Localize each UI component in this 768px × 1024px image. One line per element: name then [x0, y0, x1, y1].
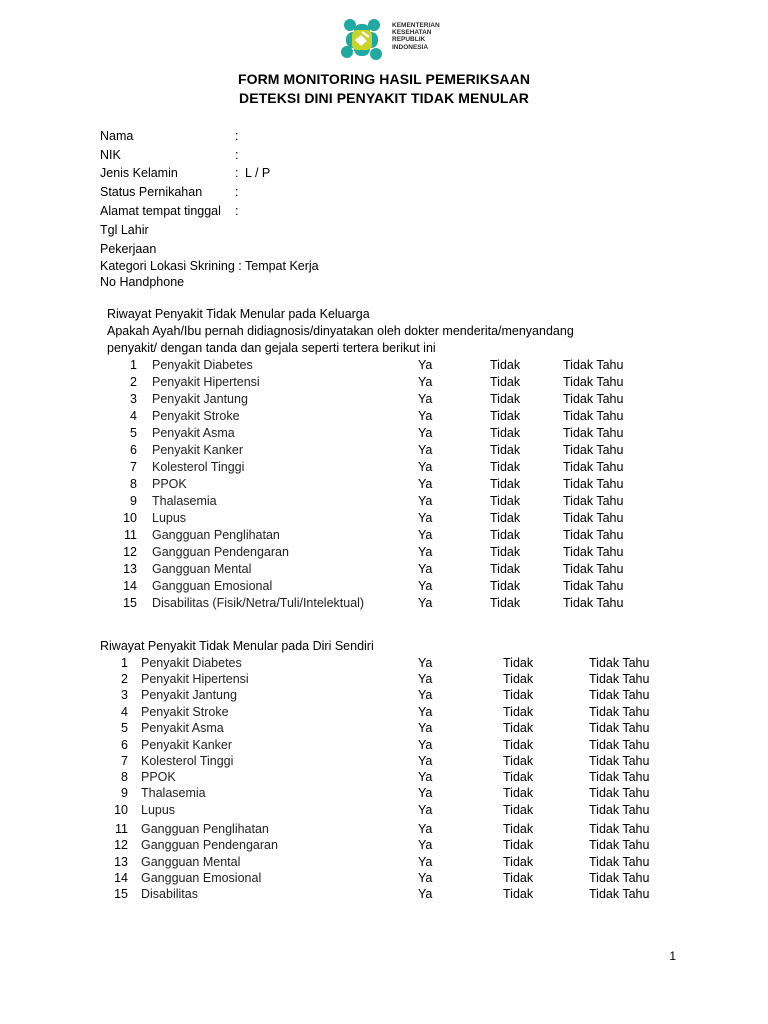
option-tidak[interactable]: Tidak — [490, 392, 521, 406]
option-ya[interactable]: Ya — [418, 838, 433, 852]
row-number: 9 — [121, 786, 128, 800]
logo-wordmark — [392, 22, 462, 51]
option-tidak[interactable]: Tidak — [490, 545, 521, 559]
disease-name: Penyakit Hipertensi — [141, 672, 249, 686]
option-tidak[interactable]: Tidak — [503, 786, 534, 800]
option-tidak[interactable]: Tidak — [503, 688, 534, 702]
disease-name: Gangguan Emosional — [152, 579, 273, 593]
option-tidak[interactable]: Tidak — [490, 494, 521, 508]
option-tidak-tahu[interactable]: Tidak Tahu — [563, 562, 624, 576]
field-colon: : — [235, 166, 239, 180]
field-label: No Handphone — [100, 275, 185, 289]
option-tidak-tahu[interactable]: Tidak Tahu — [563, 392, 624, 406]
option-ya[interactable]: Ya — [418, 426, 433, 440]
option-ya[interactable]: Ya — [418, 871, 433, 885]
row-number: 8 — [121, 770, 128, 784]
option-ya[interactable]: Ya — [418, 688, 433, 702]
row-number: 2 — [130, 375, 137, 389]
option-tidak[interactable]: Tidak — [503, 754, 534, 768]
option-tidak-tahu[interactable]: Tidak Tahu — [589, 754, 650, 768]
option-tidak[interactable]: Tidak — [503, 738, 534, 752]
row-number: 10 — [123, 511, 137, 525]
logo-line: REPUBLIK — [392, 36, 426, 44]
disease-name: Penyakit Jantung — [152, 392, 248, 406]
row-number: 5 — [121, 721, 128, 735]
option-tidak[interactable]: Tidak — [503, 838, 534, 852]
row-number: 6 — [121, 738, 128, 752]
disease-name: Penyakit Kanker — [152, 443, 244, 457]
option-tidak-tahu[interactable]: Tidak Tahu — [589, 688, 650, 702]
row-number: 1 — [130, 358, 137, 372]
option-tidak[interactable]: Tidak — [503, 656, 534, 670]
option-ya[interactable]: Ya — [418, 822, 433, 836]
option-ya[interactable]: Ya — [418, 596, 433, 610]
option-ya[interactable]: Ya — [418, 511, 433, 525]
option-tidak[interactable]: Tidak — [490, 443, 521, 457]
form-title-line1: FORM MONITORING HASIL PEMERIKSAAN — [237, 71, 531, 87]
option-ya[interactable]: Ya — [418, 887, 433, 901]
field-label: Nama — [100, 129, 134, 143]
option-tidak[interactable]: Tidak — [490, 511, 521, 525]
family-question-line2: penyakit/ dengan tanda dan gejala seperti tertera berikut ini — [107, 341, 436, 355]
option-ya[interactable]: Ya — [418, 721, 433, 735]
kemenkes-logo — [336, 14, 456, 66]
row-number: 3 — [130, 392, 137, 406]
option-tidak-tahu[interactable]: Tidak Tahu — [563, 443, 624, 457]
row-number: 7 — [121, 754, 128, 768]
option-ya[interactable]: Ya — [418, 855, 433, 869]
option-tidak[interactable]: Tidak — [503, 803, 534, 817]
disease-name: Penyakit Kanker — [141, 738, 233, 752]
option-tidak-tahu[interactable]: Tidak Tahu — [563, 596, 624, 610]
field-label: Alamat tempat tinggal — [100, 204, 221, 218]
disease-name: Penyakit Stroke — [152, 409, 240, 423]
row-number: 4 — [121, 705, 128, 719]
row-number: 13 — [123, 562, 137, 576]
option-tidak-tahu[interactable]: Tidak Tahu — [589, 838, 650, 852]
option-tidak[interactable]: Tidak — [503, 887, 534, 901]
field-label: Status Pernikahan — [100, 185, 203, 199]
form-title-line2: DETEKSI DINI PENYAKIT TIDAK MENULAR — [238, 90, 529, 106]
option-tidak-tahu[interactable]: Tidak Tahu — [563, 579, 624, 593]
row-number: 14 — [123, 579, 137, 593]
option-ya[interactable]: Ya — [418, 656, 433, 670]
option-ya[interactable]: Ya — [418, 460, 433, 474]
disease-name: Gangguan Emosional — [141, 871, 262, 885]
option-tidak[interactable]: Tidak — [503, 770, 534, 784]
disease-name: Disabilitas — [141, 887, 198, 901]
disease-name: Gangguan Mental — [141, 855, 241, 869]
option-tidak[interactable]: Tidak — [490, 477, 521, 491]
option-ya[interactable]: Ya — [418, 803, 433, 817]
disease-name: PPOK — [141, 770, 176, 784]
option-tidak-tahu[interactable]: Tidak Tahu — [589, 705, 650, 719]
option-tidak[interactable]: Tidak — [503, 855, 534, 869]
option-ya[interactable]: Ya — [418, 738, 433, 752]
option-ya[interactable]: Ya — [418, 358, 433, 372]
row-number: 1 — [121, 656, 128, 670]
row-number: 13 — [114, 855, 128, 869]
row-number: 10 — [114, 803, 128, 817]
option-tidak-tahu[interactable]: Tidak Tahu — [589, 871, 650, 885]
option-tidak-tahu[interactable]: Tidak Tahu — [563, 409, 624, 423]
option-ya[interactable]: Ya — [418, 494, 433, 508]
field-label: NIK — [100, 148, 121, 162]
option-tidak-tahu[interactable]: Tidak Tahu — [563, 460, 624, 474]
option-tidak-tahu[interactable]: Tidak Tahu — [563, 528, 624, 542]
option-tidak-tahu[interactable]: Tidak Tahu — [563, 375, 624, 389]
field-label: Jenis Kelamin — [100, 166, 178, 180]
option-tidak-tahu[interactable]: Tidak Tahu — [589, 672, 650, 686]
field-label: Kategori Lokasi Skrining : Tempat Kerja — [100, 259, 319, 273]
option-ya[interactable]: Ya — [418, 392, 433, 406]
logo-line: INDONESIA — [392, 43, 429, 51]
disease-name: Penyakit Diabetes — [141, 656, 242, 670]
option-tidak-tahu[interactable]: Tidak Tahu — [589, 738, 650, 752]
family-section-heading: Riwayat Penyakit Tidak Menular pada Keluarga — [107, 307, 370, 321]
family-question-line1: Apakah Ayah/Ibu pernah didiagnosis/dinyatakan oleh dokter menderita/menyandang — [107, 324, 574, 338]
option-ya[interactable]: Ya — [418, 375, 433, 389]
option-tidak[interactable]: Tidak — [490, 409, 521, 423]
disease-name: Penyakit Hipertensi — [152, 375, 260, 389]
row-number: 12 — [123, 545, 137, 559]
option-tidak-tahu[interactable]: Tidak Tahu — [589, 656, 650, 670]
field-colon: : — [235, 204, 239, 218]
row-number: 7 — [130, 460, 137, 474]
disease-name: Gangguan Penglihatan — [141, 822, 269, 836]
disease-name: PPOK — [152, 477, 187, 491]
option-tidak-tahu[interactable]: Tidak Tahu — [589, 803, 650, 817]
option-ya[interactable]: Ya — [418, 672, 433, 686]
option-ya[interactable]: Ya — [418, 786, 433, 800]
option-tidak[interactable]: Tidak — [490, 426, 521, 440]
option-tidak-tahu[interactable]: Tidak Tahu — [563, 426, 624, 440]
page-number: 1 — [669, 949, 676, 963]
disease-name: Gangguan Pendengaran — [152, 545, 289, 559]
disease-name: Disabilitas (Fisik/Netra/Tuli/Intelektual) — [152, 596, 365, 610]
row-number: 11 — [115, 822, 128, 836]
option-tidak-tahu[interactable]: Tidak Tahu — [589, 770, 650, 784]
disease-name: Penyakit Jantung — [141, 688, 237, 702]
field-colon: : — [235, 185, 239, 199]
disease-name: Penyakit Asma — [141, 721, 224, 735]
disease-name: Kolesterol Tinggi — [152, 460, 245, 474]
row-number: 5 — [130, 426, 137, 440]
field-label: Tgl Lahir — [100, 223, 149, 237]
logo-line: KESEHATAN — [392, 29, 432, 37]
row-number: 3 — [121, 688, 128, 702]
option-tidak-tahu[interactable]: Tidak Tahu — [589, 855, 650, 869]
option-ya[interactable]: Ya — [418, 705, 433, 719]
option-tidak[interactable]: Tidak — [490, 358, 521, 372]
option-tidak-tahu[interactable]: Tidak Tahu — [563, 545, 624, 559]
row-number: 12 — [114, 838, 128, 852]
option-tidak-tahu[interactable]: Tidak Tahu — [589, 822, 650, 836]
disease-name: Kolesterol Tinggi — [141, 754, 234, 768]
option-tidak[interactable]: Tidak — [490, 562, 521, 576]
option-tidak[interactable]: Tidak — [490, 528, 521, 542]
option-tidak-tahu[interactable]: Tidak Tahu — [589, 721, 650, 735]
row-number: 14 — [114, 871, 128, 885]
row-number: 4 — [130, 409, 137, 423]
option-ya[interactable]: Ya — [418, 409, 433, 423]
option-tidak[interactable]: Tidak — [490, 375, 521, 389]
option-tidak[interactable]: Tidak — [490, 579, 521, 593]
disease-name: Gangguan Mental — [152, 562, 252, 576]
row-number: 2 — [121, 672, 128, 686]
field-value: L / P — [245, 166, 271, 180]
option-tidak[interactable]: Tidak — [490, 460, 521, 474]
option-tidak[interactable]: Tidak — [503, 705, 534, 719]
option-ya[interactable]: Ya — [418, 770, 433, 784]
option-ya[interactable]: Ya — [418, 545, 433, 559]
disease-name: Lupus — [152, 511, 187, 525]
disease-name: Thalasemia — [141, 786, 206, 800]
option-tidak[interactable]: Tidak — [503, 721, 534, 735]
disease-name: Gangguan Pendengaran — [141, 838, 278, 852]
option-ya[interactable]: Ya — [418, 528, 433, 542]
option-tidak-tahu[interactable]: Tidak Tahu — [563, 494, 624, 508]
row-number: 15 — [114, 887, 128, 901]
option-tidak-tahu[interactable]: Tidak Tahu — [563, 477, 624, 491]
option-ya[interactable]: Ya — [418, 477, 433, 491]
disease-name: Gangguan Penglihatan — [152, 528, 280, 542]
option-tidak[interactable]: Tidak — [490, 596, 521, 610]
disease-name: Lupus — [141, 803, 176, 817]
option-ya[interactable]: Ya — [418, 443, 433, 457]
disease-name: Penyakit Asma — [152, 426, 235, 440]
option-tidak-tahu[interactable]: Tidak Tahu — [563, 358, 624, 372]
option-tidak[interactable]: Tidak — [503, 822, 534, 836]
kemenkes-logo-icon — [336, 14, 388, 66]
option-tidak-tahu[interactable]: Tidak Tahu — [563, 511, 624, 525]
option-tidak[interactable]: Tidak — [503, 871, 534, 885]
disease-name: Penyakit Diabetes — [152, 358, 253, 372]
row-number: 8 — [130, 477, 137, 491]
option-tidak[interactable]: Tidak — [503, 672, 534, 686]
option-tidak-tahu[interactable]: Tidak Tahu — [589, 786, 650, 800]
option-ya[interactable]: Ya — [418, 562, 433, 576]
option-ya[interactable]: Ya — [418, 754, 433, 768]
field-colon: : — [235, 148, 239, 162]
row-number: 6 — [130, 443, 137, 457]
disease-name: Thalasemia — [152, 494, 217, 508]
option-tidak-tahu[interactable]: Tidak Tahu — [589, 887, 650, 901]
disease-name: Penyakit Stroke — [141, 705, 229, 719]
field-colon: : — [235, 129, 239, 143]
option-ya[interactable]: Ya — [418, 579, 433, 593]
row-number: 11 — [124, 528, 137, 542]
logo-line: KEMENTERIAN — [392, 22, 440, 29]
field-label: Pekerjaan — [100, 242, 157, 256]
self-section-heading: Riwayat Penyakit Tidak Menular pada Diri Sendiri — [100, 639, 374, 653]
row-number: 15 — [123, 596, 137, 610]
row-number: 9 — [130, 494, 137, 508]
